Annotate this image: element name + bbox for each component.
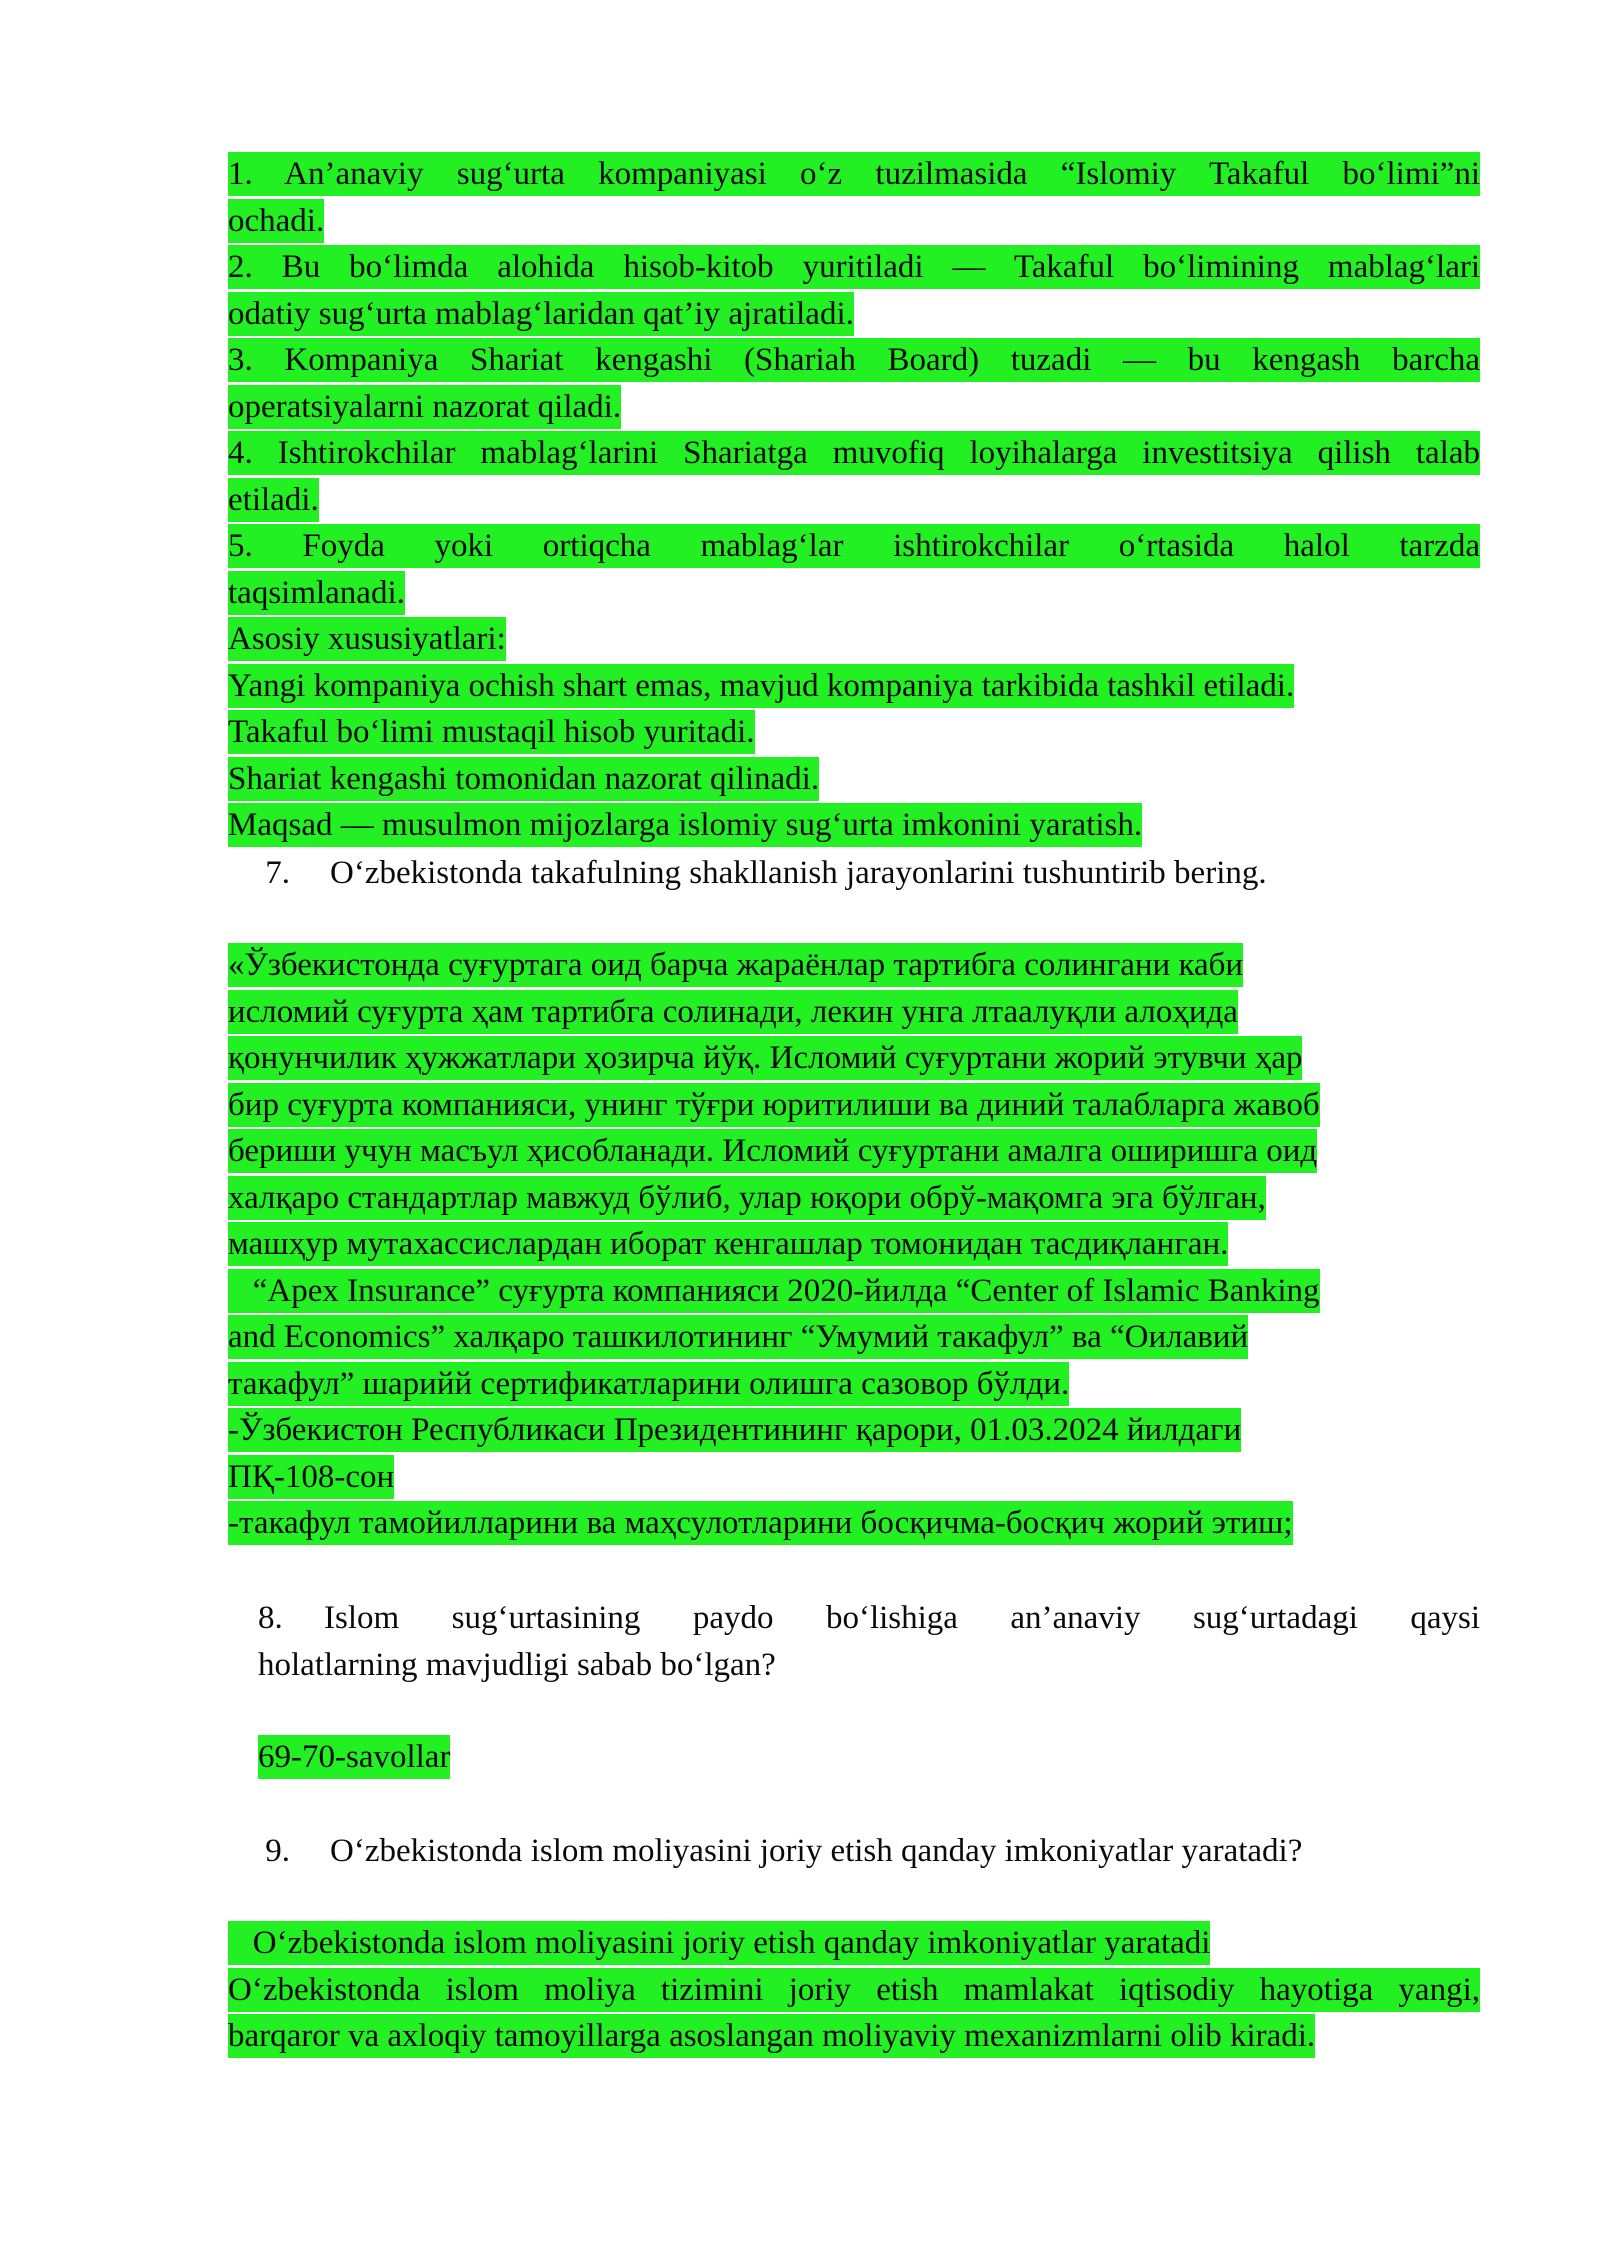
question-number: 7. — [265, 855, 290, 891]
paragraph-line — [228, 524, 1480, 571]
highlighted-text: 2. Bu bo‘limda alohida hisob-kitob yuritiladi — Takaful bo‘limining mablag‘lari — [228, 245, 1480, 289]
paragraph-line — [228, 1362, 1480, 1409]
paragraph-line — [228, 1735, 1480, 1782]
question-text-line-2: holatlarning mavjudligi sabab bo‘lgan? — [258, 1646, 776, 1683]
paragraph-line — [228, 338, 1480, 385]
highlighted-text: бир суғурта компанияси, унинг тўғри юритилиши ва диний талабларга жавоб — [228, 1083, 1320, 1127]
highlighted-text: халқаро стандартлар мавжуд бўлиб, улар юқори обрў-мақомга эга бўлган, — [228, 1176, 1266, 1220]
highlighted-text: taqsimlanadi. — [228, 571, 405, 615]
paragraph-line — [228, 1501, 1480, 1548]
question-line — [228, 850, 1480, 897]
question-number: 8. — [258, 1600, 283, 1636]
paragraph-line — [228, 710, 1480, 757]
question-8 — [228, 1595, 1480, 1688]
question-9 — [228, 1828, 1480, 1875]
paragraph-line — [228, 2014, 1480, 2061]
word: qaysi — [1410, 1600, 1480, 1636]
highlighted-text: -Ўзбекистон Республикаси Президентининг қарори, 01.03.2024 йилдаги — [228, 1408, 1241, 1452]
highlighted-text: ПҚ-108-сон — [228, 1455, 394, 1499]
highlighted-text: operatsiyalarni nazorat qiladi. — [228, 385, 621, 429]
takaful-steps-block — [228, 152, 1480, 850]
highlighted-text: Yangi kompaniya ochish shart emas, mavjud kompaniya tarkibida tashkil etiladi. — [228, 664, 1294, 708]
paragraph-line — [228, 1222, 1480, 1269]
question-line — [228, 1595, 1480, 1642]
highlighted-text: машҳур мутахассислардан иборат кенгашлар томонидан тасдиқланган. — [228, 1222, 1228, 1266]
highlighted-text: қонунчилик ҳужжатлари ҳозирча йўқ. Исломий суғуртани жорий этувчи ҳар — [228, 1036, 1302, 1080]
word: bo‘lishiga — [825, 1600, 958, 1636]
highlighted-text: Takaful bo‘limi mustaqil hisob yuritadi. — [228, 710, 755, 754]
highlighted-text: O‘zbekistonda islom moliyasini joriy etish qanday imkoniyatlar yaratadi — [228, 1921, 1210, 1965]
question-text: O‘zbekistonda islom moliyasini joriy etish qanday imkoniyatlar yaratadi? — [330, 1833, 1303, 1869]
paragraph-line — [228, 1968, 1480, 2015]
word: an’anaviy — [1010, 1600, 1141, 1636]
highlighted-text: 5. Foyda yoki ortiqcha mablag‘lar ishtirokchilar o‘rtasida halol tarzda — [228, 524, 1480, 568]
highlighted-text: -такафул тамойилларини ва маҳсулотларини босқичма-босқич жорий этиш; — [228, 1501, 1293, 1545]
word: paydo — [692, 1600, 774, 1636]
highlighted-text: ochadi. — [228, 199, 324, 243]
paragraph-line — [228, 245, 1480, 292]
paragraph-line — [228, 152, 1480, 199]
paragraph-line — [228, 990, 1480, 1037]
highlighted-text: 4. Ishtirokchilar mablag‘larini Shariatga muvofiq loyihalarga investitsiya qilish talab — [228, 431, 1480, 475]
highlighted-text: 3. Kompaniya Shariat kengashi (Shariah Board) tuzadi — bu kengash barcha — [228, 338, 1480, 382]
highlighted-text: “Apex Insurance” суғурта компанияси 2020-йилда “Center of Islamic Banking — [228, 1269, 1320, 1313]
question-line — [228, 1828, 1480, 1875]
paragraph-line — [228, 617, 1480, 664]
paragraph-line — [228, 803, 1480, 850]
answer-8 — [228, 1735, 1480, 1782]
paragraph-line — [228, 571, 1480, 618]
highlighted-text: O‘zbekistonda islom moliya tizimini joriy etish mamlakat iqtisodiy hayotiga yangi, — [228, 1968, 1480, 2012]
question-text-line-1 — [324, 1595, 1480, 1642]
highlighted-text: Maqsad — musulmon mijozlarga islomiy sug‘urta imkonini yaratish. — [228, 803, 1142, 847]
paragraph-line — [228, 292, 1480, 339]
paragraph-line — [228, 1176, 1480, 1223]
paragraph-line — [228, 664, 1480, 711]
highlighted-text: etiladi. — [228, 478, 319, 522]
highlighted-text: Asosiy xususiyatlari: — [228, 617, 506, 661]
paragraph-line — [228, 1455, 1480, 1502]
highlighted-text: такафул” шарийй сертификатларини олишга сазовор бўлди. — [228, 1362, 1069, 1406]
paragraph-line — [228, 1036, 1480, 1083]
question-7 — [228, 850, 1480, 897]
paragraph-line — [228, 199, 1480, 246]
answer-7-block — [228, 943, 1480, 1548]
paragraph-line — [228, 1315, 1480, 1362]
highlighted-text: «Ўзбекистонда суғуртага оид барча жараёнлар тартибга солингани каби — [228, 943, 1243, 987]
word: Islom — [324, 1600, 400, 1636]
paragraph-line — [228, 385, 1480, 432]
paragraph-line — [228, 1269, 1480, 1316]
paragraph-line — [228, 943, 1480, 990]
highlighted-text: 69-70-savollar — [258, 1735, 450, 1779]
question-text: O‘zbekistonda takafulning shakllanish jarayonlarini tushuntirib bering. — [330, 855, 1267, 891]
highlighted-text: 1. An’anaviy sug‘urta kompaniyasi o‘z tuzilmasida “Islomiy Takaful bo‘limi”ni — [228, 152, 1480, 196]
word: sug‘urtadagi — [1192, 1600, 1358, 1636]
paragraph-line — [228, 431, 1480, 478]
paragraph-line — [228, 757, 1480, 804]
paragraph-line — [228, 1083, 1480, 1130]
highlighted-text: исломий суғурта ҳам тартибга солинади, лекин унга лтаалуқли алоҳида — [228, 990, 1238, 1034]
highlighted-text: бериши учун масъул ҳисобланади. Исломий суғуртани амалга оширишга оид — [228, 1129, 1317, 1173]
answer-9-block — [228, 1921, 1480, 2061]
highlighted-text: and Economics” халқаро ташкилотининг “Умумий такафул” ва “Оилавий — [228, 1315, 1248, 1359]
paragraph-line — [228, 1921, 1480, 1968]
paragraph-line — [228, 478, 1480, 525]
highlighted-text: barqaror va axloqiy tamoyillarga asoslangan moliyaviy mexanizmlarni olib kiradi. — [228, 2014, 1315, 2058]
highlighted-text: Shariat kengashi tomonidan nazorat qilinadi. — [228, 757, 819, 801]
highlighted-text: odatiy sug‘urta mablag‘laridan qat’iy ajratiladi. — [228, 292, 854, 336]
question-number: 9. — [265, 1833, 290, 1869]
paragraph-line — [228, 1408, 1480, 1455]
word: sug‘urtasining — [451, 1600, 641, 1636]
paragraph-line — [228, 1129, 1480, 1176]
